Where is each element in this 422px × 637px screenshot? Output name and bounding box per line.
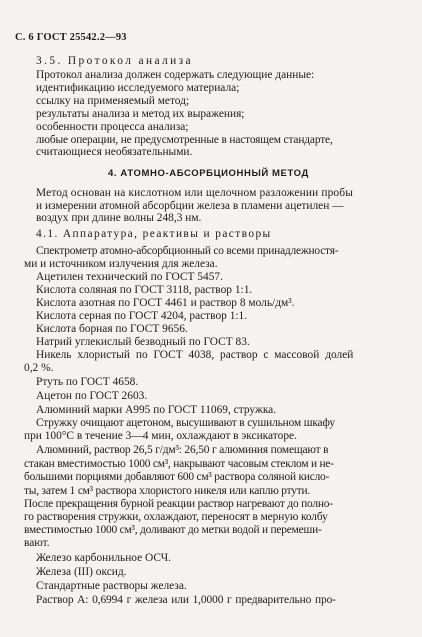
item-line: Натрий углекислый безводный по ГОСТ 83. — [36, 336, 250, 348]
item-line: Железа (III) оксид. — [36, 566, 127, 578]
intro-line: воздух при длине волны 248,3 нм. — [36, 212, 202, 224]
item-line: ми и источником излучения для железа. — [24, 258, 218, 270]
item-line: Спектрометр атомно-абсорбционный со всеми принадлежностя- — [36, 245, 339, 257]
item-line: при 100°С в течение 3—4 мин, охлаждают в эксикаторе. — [24, 430, 297, 442]
item-line: Кислота азотная по ГОСТ 4461 и раствор 8 моль/дм³. — [36, 297, 295, 309]
item-line: Ртуть по ГОСТ 4658. — [36, 376, 139, 388]
protocol-line: любые операции, не предусмотренные в настоящем стандарте, — [36, 134, 333, 146]
page-header: С. 6 ГОСТ 25542.2—93 — [15, 32, 127, 43]
subheading: 4.1. Аппаратура, реактивы и растворы — [36, 228, 272, 240]
item-line: 0,2 %. — [24, 362, 54, 374]
protocol-line: особенности процесса анализа; — [36, 121, 189, 133]
item-line: Алюминий, раствор 26,5 г/дм³: 26,50 г алюминия помещают в — [36, 444, 329, 456]
item-line: Кислота борная по ГОСТ 9656. — [36, 323, 188, 335]
item-line: Стандартные растворы железа. — [36, 580, 187, 592]
item-line: Никель хлористый по ГОСТ 4038, раствор с массовой долей — [36, 349, 354, 361]
section-title: 4. АТОМНО-АБСОРБЦИОННЫЙ МЕТОД — [108, 168, 309, 179]
item-line: Железо карбонильное ОСЧ. — [36, 552, 171, 564]
protocol-heading: 3.5. Протокол анализа — [36, 55, 193, 67]
item-line: Ацетон по ГОСТ 2603. — [36, 390, 148, 402]
item-line: го растворения стружки, охлаждают, переносят в мерную колбу — [24, 511, 328, 523]
item-line: вместимостью 1000 см³, доливают до метки водой и перемеши- — [24, 524, 322, 536]
item-line: Кислота соляная по ГОСТ 3118, раствор 1:1. — [36, 284, 253, 296]
item-line: Алюминий марки А995 по ГОСТ 11069, стружка. — [36, 404, 277, 416]
protocol-line: считающиеся необязательными. — [36, 146, 193, 158]
protocol-line: результаты анализа и метод их выражения; — [36, 108, 245, 120]
item-line: вают. — [24, 537, 50, 549]
item-line: После прекращения бурной реакции раствор нагревают до полно- — [24, 498, 333, 510]
protocol-line: идентификацию исследуемого материала; — [36, 82, 240, 94]
item-line: Раствор А: 0,6994 г железа или 1,0000 г предварительно про- — [36, 594, 336, 606]
protocol-line: ссылку на применяемый метод; — [36, 95, 190, 107]
item-line: Стружку очищают ацетоном, высушивают в сушильном шкафу — [36, 417, 335, 429]
item-line: Кислота серная по ГОСТ 4204, раствор 1:1. — [36, 310, 248, 322]
intro-line: Метод основан на кислотном или щелочном разложении пробы — [36, 187, 354, 199]
item-line: Ацетилен технический по ГОСТ 5457. — [36, 271, 223, 283]
item-line: большими порциями добавляют 600 см³ раствора соляной кисло- — [24, 471, 330, 483]
item-line: ты, затем 1 см³ раствора хлористого никеля или каплю ртути. — [24, 485, 311, 497]
intro-line: и измерении атомной абсорбции железа в пламени ацетилен — — [36, 200, 344, 212]
protocol-line: Протокол анализа должен содержать следующие данные: — [36, 69, 315, 81]
item-line: стакан вместимостью 1000 см³, накрывают часовым стеклом и не- — [24, 458, 334, 470]
